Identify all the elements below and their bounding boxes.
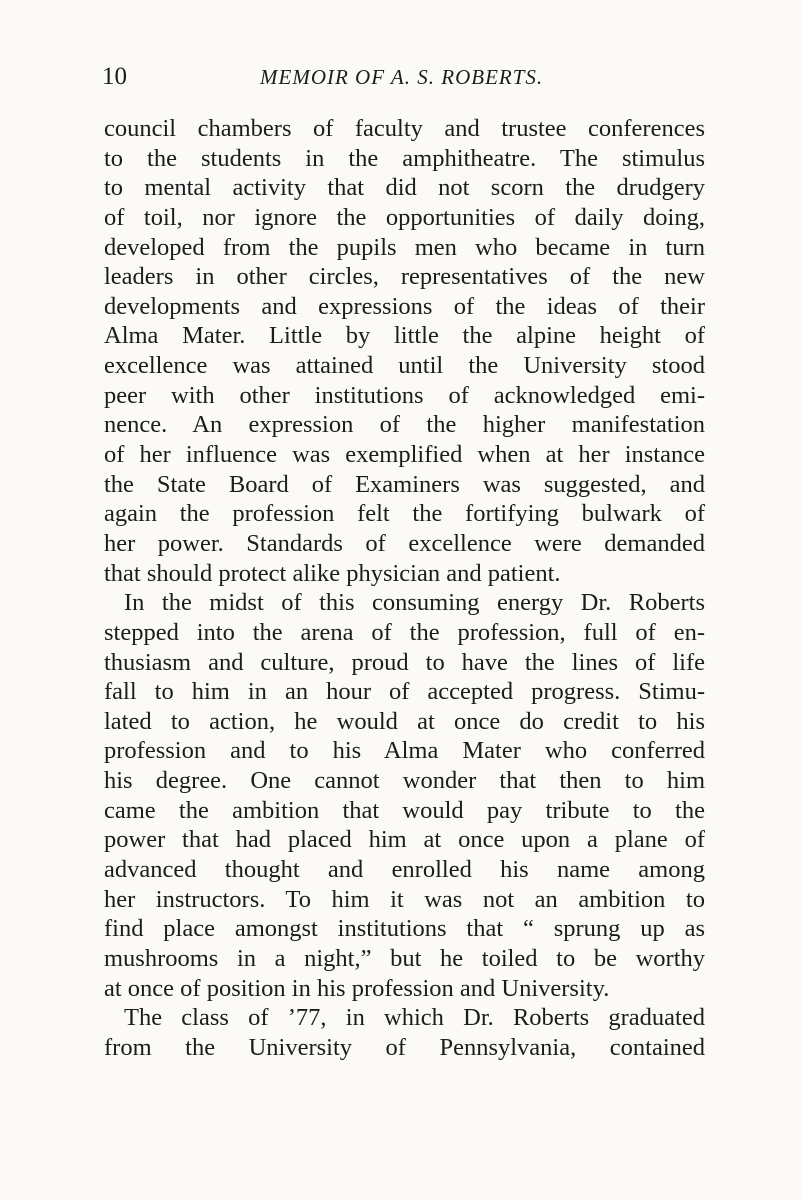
text-line: came the ambition that would pay tribute to the bbox=[104, 796, 705, 824]
text-line: at once of position in his profession and University. bbox=[104, 974, 610, 1002]
text-line: of her influence was exemplified when at her instance bbox=[104, 441, 705, 469]
text-line: from the University of Pennsylvania, contained bbox=[104, 1033, 705, 1061]
text-line: thusiasm and culture, proud to have the lines of life bbox=[104, 648, 705, 676]
text-line: again the profession felt the fortifying bulwark of bbox=[104, 500, 705, 528]
text-line: nence. An expression of the higher manifestation bbox=[104, 411, 705, 439]
body-text bbox=[104, 114, 705, 1063]
text-line: In the midst of this consuming energy Dr. Roberts bbox=[124, 589, 705, 617]
text-line: developed from the pupils men who became in turn bbox=[104, 233, 705, 261]
text-line: The class of ’77, in which Dr. Roberts graduated bbox=[124, 1004, 705, 1032]
text-line: that should protect alike physician and patient. bbox=[104, 559, 561, 587]
running-title: MEMOIR OF A. S. ROBERTS. bbox=[260, 65, 544, 89]
text-line: power that had placed him at once upon a plane of bbox=[104, 826, 705, 854]
text-line: to the students in the amphitheatre. The stimulus bbox=[104, 144, 705, 172]
text-line: profession and to his Alma Mater who conferred bbox=[104, 737, 705, 765]
text-line: her instructors. To him it was not an ambition to bbox=[104, 885, 705, 913]
text-line: his degree. One cannot wonder that then to him bbox=[104, 767, 705, 795]
text-line: of toil, nor ignore the opportunities of daily doing, bbox=[104, 203, 705, 231]
text-line: leaders in other circles, representatives of the new bbox=[104, 263, 705, 291]
text-line: council chambers of faculty and trustee conferences bbox=[104, 115, 705, 142]
text-line: stepped into the arena of the profession, full of en- bbox=[104, 618, 705, 646]
text-line: lated to action, he would at once do credit to his bbox=[104, 707, 705, 735]
text-line: her power. Standards of excellence were demanded bbox=[104, 529, 705, 557]
text-line: excellence was attained until the University stood bbox=[104, 352, 705, 380]
text-line: the State Board of Examiners was suggested, and bbox=[104, 470, 705, 498]
text-line: developments and expressions of the ideas of their bbox=[104, 292, 705, 320]
text-line: Alma Mater. Little by little the alpine height of bbox=[104, 322, 705, 350]
text-line: peer with other institutions of acknowledged emi- bbox=[104, 381, 705, 409]
text-line: mushrooms in a night,” but he toiled to be worthy bbox=[104, 944, 705, 972]
running-header bbox=[102, 62, 702, 92]
text-line: fall to him in an hour of accepted progress. Stimu- bbox=[104, 678, 705, 706]
text-line: to mental activity that did not scorn the drudgery bbox=[104, 174, 705, 202]
page-number: 10 bbox=[102, 63, 127, 90]
text-line: advanced thought and enrolled his name among bbox=[104, 856, 705, 884]
text-line: find place amongst institutions that “ sprung up as bbox=[104, 915, 705, 943]
